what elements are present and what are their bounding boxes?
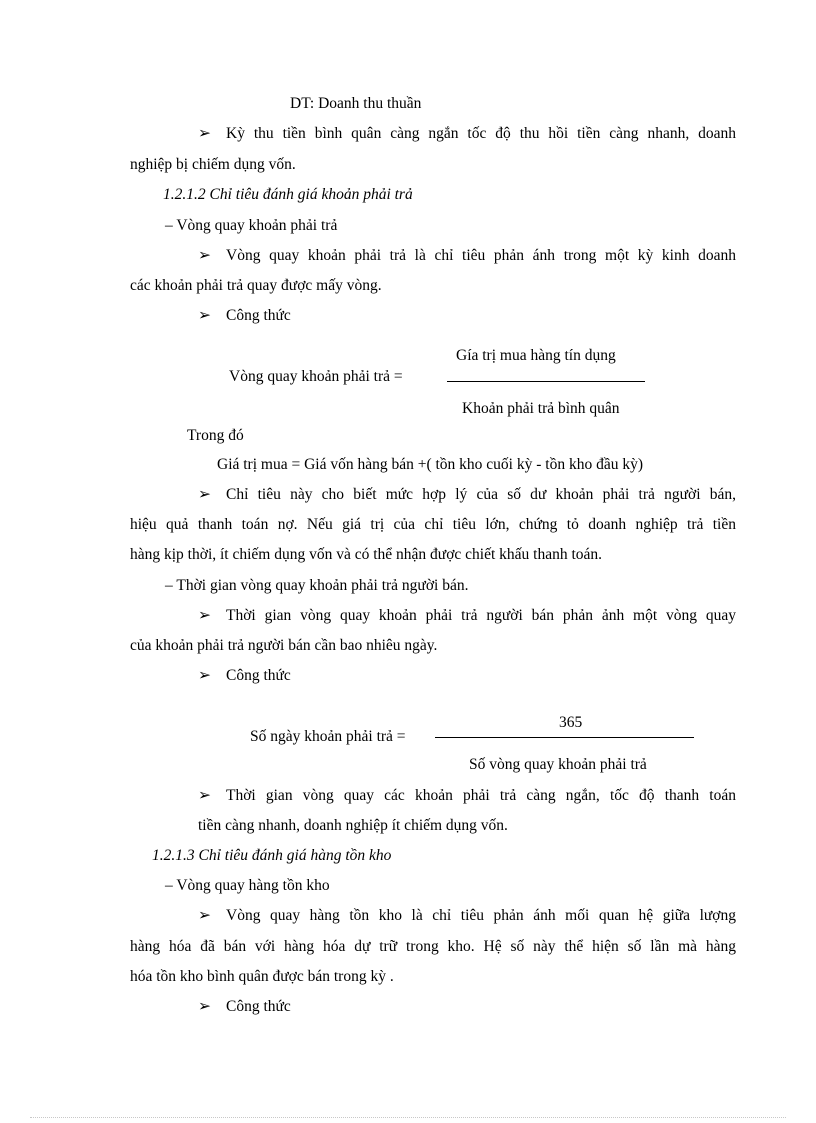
arrow-bullet-icon: ➢ — [198, 787, 211, 804]
arrow-bullet-icon: ➢ — [198, 307, 211, 324]
text-line: các khoản phải trả quay được mấy vòng. — [130, 277, 382, 294]
subheading: – Vòng quay hàng tồn kho — [165, 877, 330, 894]
arrow-bullet-icon: ➢ — [198, 667, 211, 684]
bullet-paragraph-line: ➢ Chỉ tiêu này cho biết mức hợp lý của số dư khoản phải trả người bán, — [198, 486, 736, 503]
bullet-paragraph-line: ➢ Thời gian vòng quay khoản phải trả người bán phản ảnh một vòng quay — [198, 607, 736, 624]
text-line: Trong đó — [187, 427, 244, 444]
fraction-bar — [447, 381, 645, 382]
bullet-line: ➢ Công thức — [198, 667, 291, 684]
subheading: – Vòng quay khoản phải trả — [165, 217, 338, 234]
section-heading: 1.2.1.3 Chỉ tiêu đánh giá hàng tồn kho — [152, 847, 392, 864]
bullet-paragraph-line: ➢ Vòng quay khoản phải trả là chỉ tiêu phản ánh trong một kỳ kinh doanh — [198, 247, 736, 264]
text-line: Giá trị mua = Giá vốn hàng bán +( tồn kho cuối kỳ - tồn kho đầu kỳ) — [217, 456, 644, 473]
formula-numerator: 365 — [559, 714, 583, 731]
arrow-bullet-icon: ➢ — [198, 607, 211, 624]
text-line: hàng kịp thời, ít chiếm dụng vốn và có thể nhận được chiết khấu thanh toán. — [130, 546, 603, 563]
arrow-bullet-icon: ➢ — [198, 247, 211, 264]
text-line: hiệu quả thanh toán nợ. Nếu giá trị của chỉ tiêu lớn, chứng tỏ doanh nghiệp trả tiền — [130, 516, 736, 533]
formula-numerator: Gía trị mua hàng tín dụng — [456, 347, 616, 364]
arrow-bullet-icon: ➢ — [198, 125, 211, 142]
bullet-line: ➢ Công thức — [198, 307, 291, 324]
formula-label: Số ngày khoản phải trả = — [250, 728, 406, 745]
bullet-paragraph-line: ➢ Kỳ thu tiền bình quân càng ngắn tốc độ thu hồi tiền càng nhanh, doanh — [198, 125, 736, 142]
arrow-bullet-icon: ➢ — [198, 998, 211, 1015]
text-line: DT: Doanh thu thuần — [290, 95, 422, 112]
text-line: tiền càng nhanh, doanh nghiệp ít chiếm dụng vốn. — [198, 817, 508, 834]
page-bottom-border — [30, 1117, 786, 1118]
subheading: – Thời gian vòng quay khoản phải trả người bán. — [165, 577, 469, 594]
arrow-bullet-icon: ➢ — [198, 907, 211, 924]
text-line: nghiệp bị chiếm dụng vốn. — [130, 156, 296, 173]
text-line: hàng hóa đã bán với hàng hóa dự trữ trong kho. Hệ số này thể hiện số lần mà hàng — [130, 938, 736, 955]
formula-denominator: Số vòng quay khoản phải trả — [469, 756, 647, 773]
text-line: của khoản phải trả người bán cần bao nhiêu ngày. — [130, 637, 438, 654]
section-heading: 1.2.1.2 Chỉ tiêu đánh giá khoản phải trả — [163, 186, 413, 203]
formula-denominator: Khoản phải trả bình quân — [462, 400, 620, 417]
formula-label: Vòng quay khoản phải trả = — [229, 368, 403, 385]
arrow-bullet-icon: ➢ — [198, 486, 211, 503]
text-line: hóa tồn kho bình quân được bán trong kỳ . — [130, 968, 394, 985]
bullet-paragraph-line: ➢ Thời gian vòng quay các khoản phải trả càng ngắn, tốc độ thanh toán — [198, 787, 736, 804]
bullet-paragraph-line: ➢ Vòng quay hàng tồn kho là chỉ tiêu phản ánh mối quan hệ giữa lượng — [198, 907, 736, 924]
fraction-bar — [435, 737, 694, 738]
bullet-line: ➢ Công thức — [198, 998, 291, 1015]
